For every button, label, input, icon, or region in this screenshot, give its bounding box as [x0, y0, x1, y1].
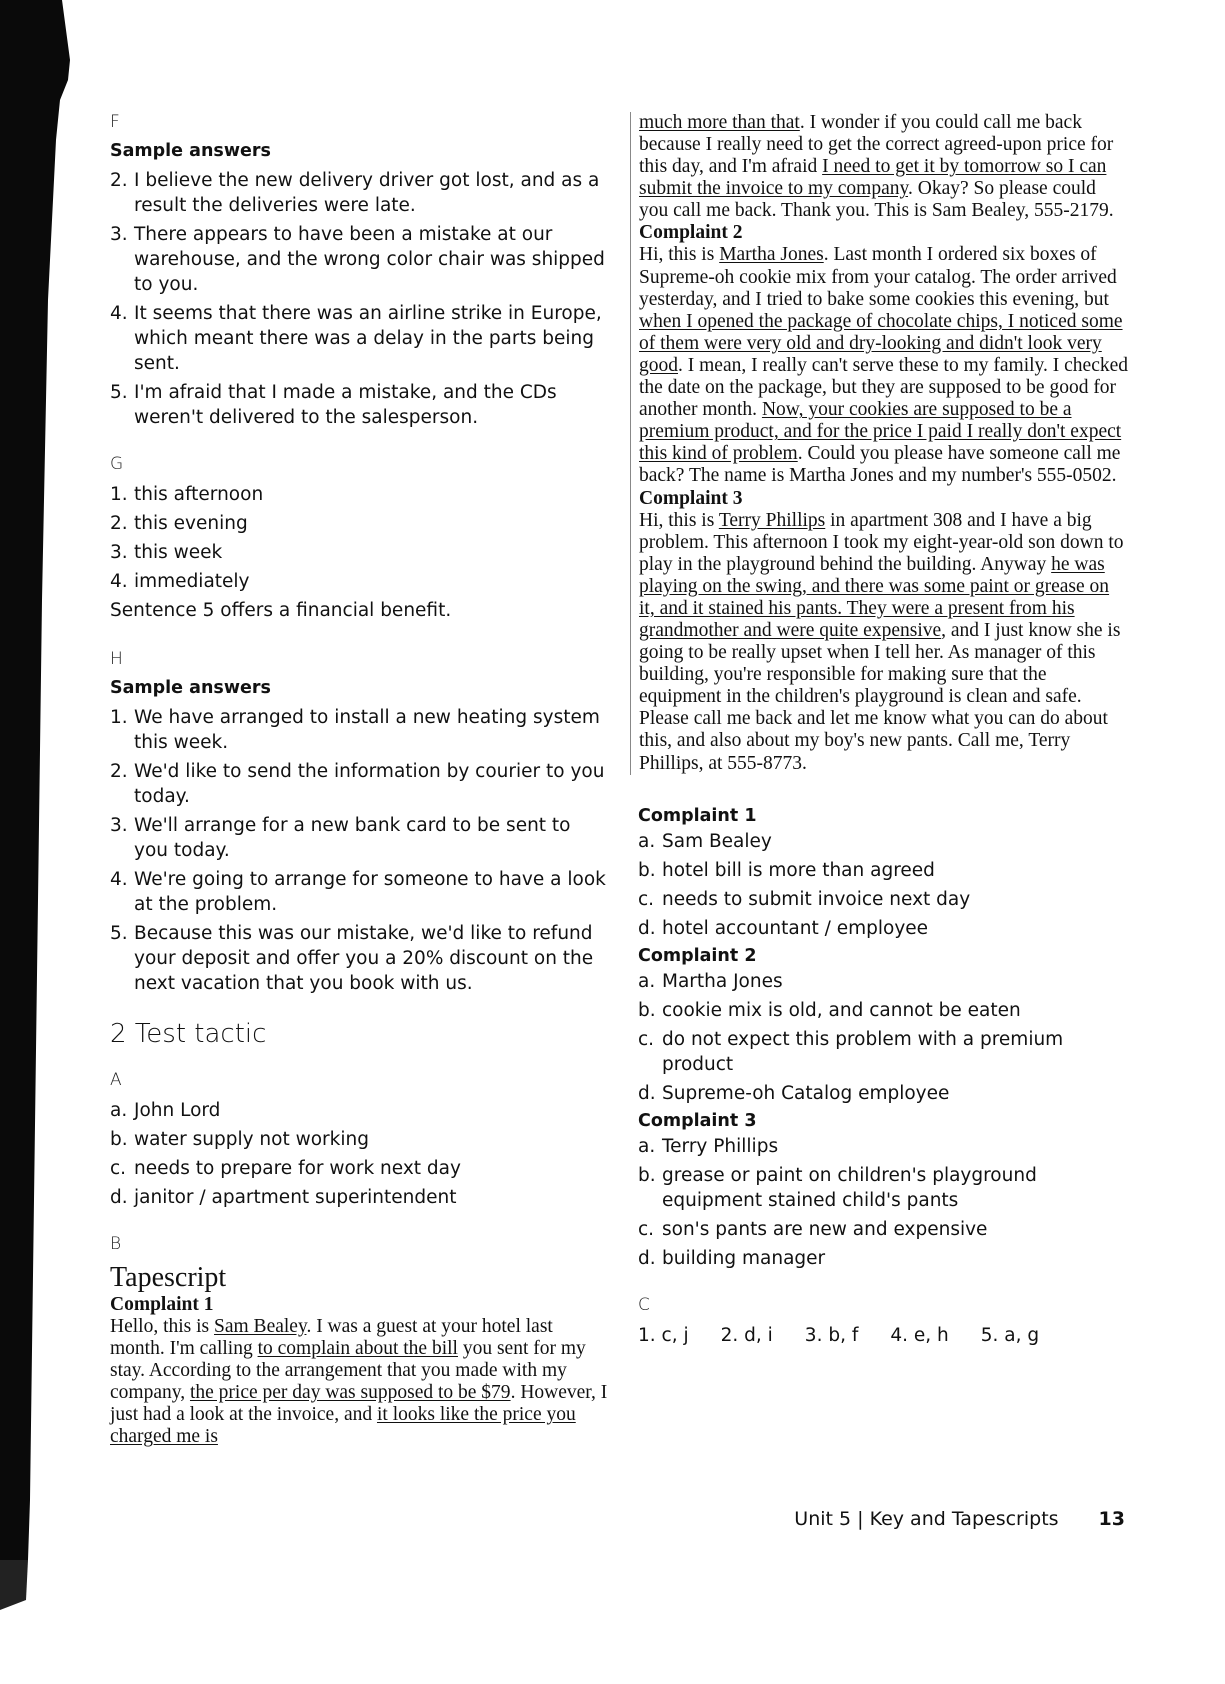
item-text: immediately — [134, 571, 250, 592]
matching-answer: 1. c, j — [638, 1324, 689, 1346]
item-text: Martha Jones — [662, 970, 783, 992]
item-number: c. — [638, 888, 655, 910]
list-item — [638, 858, 1128, 883]
answer-list — [638, 1134, 1128, 1271]
item-text: hotel accountant / employee — [662, 917, 929, 939]
item-text: Terry Phillips — [662, 1135, 779, 1157]
text-run: Hi, this is — [639, 509, 719, 531]
section-a — [110, 1070, 610, 1210]
tapescript-paragraph — [639, 112, 1128, 222]
matching-answer: 3. b, f — [804, 1324, 859, 1346]
item-number: 4. — [110, 571, 128, 592]
answer-list — [110, 705, 610, 996]
item-number: a. — [110, 1100, 128, 1121]
item-number: 3. — [110, 224, 128, 245]
item-number: 1. — [110, 707, 128, 728]
section-heading: Sample answers — [110, 678, 271, 698]
item-text: building manager — [662, 1247, 826, 1269]
section-b — [110, 1234, 610, 1449]
list-item — [110, 705, 610, 755]
underlined-key-phrase: Now, your cookies are supposed to be a premium product, and for the price I paid I really don't expect this kind of problem — [639, 399, 1122, 465]
list-item — [638, 916, 1128, 941]
answer-list — [638, 829, 1128, 941]
answer-list — [638, 969, 1128, 1106]
text-run: . I was a guest at your hotel last month. I'm calling — [110, 1316, 553, 1360]
complaint-heading: Complaint 2 — [639, 222, 743, 244]
tapescript-paragraph — [639, 510, 1128, 775]
tapescript-paragraph — [110, 1316, 610, 1449]
item-text: John Lord — [134, 1100, 221, 1121]
item-text: There appears to have been a mistake at our warehouse, and the wrong color chair was shipped to you. — [134, 224, 605, 295]
complaint-answers — [638, 805, 1128, 1271]
item-text: janitor / apartment superintendent — [134, 1187, 457, 1208]
underlined-key-phrase: when I opened the package of chocolate chips, I noticed some of them were very old and dry-looking and didn't look very good — [639, 310, 1123, 376]
section-letter: C — [638, 1294, 650, 1315]
underlined-key-phrase: it looks like the price you charged me is — [110, 1404, 576, 1448]
section-letter: F — [110, 112, 120, 132]
section-heading: Complaint 1 — [638, 805, 757, 826]
list-item — [638, 829, 1128, 854]
underlined-key-phrase: Martha Jones — [719, 244, 824, 266]
item-number: 2. — [110, 170, 128, 191]
item-number: d. — [638, 917, 656, 939]
item-text: water supply not working — [134, 1129, 369, 1150]
item-text: It seems that there was an airline strike in Europe, which meant there was a delay in the parts being sent. — [134, 303, 602, 374]
text-run: . Okay? So please could you call me back. Thank you. This is Sam Bealey, 555-2179. — [639, 178, 1114, 222]
list-item — [110, 380, 610, 430]
answer-list — [110, 1098, 610, 1210]
list-item — [110, 569, 610, 594]
underlined-key-phrase: Sam Bealey — [214, 1316, 307, 1337]
section-heading: Complaint 3 — [638, 1110, 757, 1131]
item-text: I'm afraid that I made a mistake, and the CDs weren't delivered to the salesperson. — [134, 382, 557, 428]
item-number: d. — [638, 1247, 656, 1269]
item-number: 3. — [110, 542, 128, 563]
scan-binding-shadow — [0, 0, 70, 1684]
list-item — [110, 1098, 610, 1123]
underlined-key-phrase: the price per day was supposed to be $79 — [189, 1382, 511, 1404]
item-text: cookie mix is old, and cannot be eaten — [662, 999, 1021, 1021]
item-number: b. — [638, 1164, 656, 1186]
text-run: . Could you please have someone call me back? The name is Martha Jones and my number's 555-0502. — [639, 443, 1121, 487]
right-column — [638, 112, 1128, 1348]
text-run: you sent for my stay. According to the arrangement that you made with my company, — [110, 1338, 586, 1404]
item-number: a. — [638, 970, 656, 992]
list-item — [110, 301, 610, 376]
footer-label: Unit 5 | Key and Tapescripts — [794, 1508, 1059, 1530]
complaint-heading: Complaint 3 — [639, 487, 743, 509]
list-item — [638, 1134, 1128, 1159]
page-footer — [794, 1508, 1125, 1530]
item-text: hotel bill is more than agreed — [662, 859, 935, 881]
item-number: 2. — [110, 761, 128, 782]
item-number: c. — [110, 1158, 127, 1179]
section-letter: G — [110, 454, 124, 474]
text-run: , and I just know she is going to be really upset when I tell her. As manager of this building, you're responsible for making sure that the equipment in the children's playground is clean and safe. Please call me back and let me know what you can do about this, and also about my boy's new pants. Call me, Terry Phillips, at 555-8773. — [639, 619, 1121, 774]
list-item — [110, 759, 610, 809]
section-letter: B — [110, 1234, 122, 1254]
list-item — [110, 867, 610, 917]
item-text: this afternoon — [134, 484, 264, 505]
item-number: b. — [110, 1129, 128, 1150]
item-text: Because this was our mistake, we'd like to refund your deposit and offer you a 20% discount on the next vacation that you book with us. — [134, 923, 594, 994]
item-text: I believe the new delivery driver got lost, and as a result the deliveries were late. — [134, 170, 600, 216]
list-item — [110, 222, 610, 297]
underlined-key-phrase: Terry Phillips — [718, 509, 826, 531]
item-text: We have arranged to install a new heating system this week. — [134, 707, 600, 753]
item-number: 4. — [110, 303, 128, 324]
section-h — [110, 649, 610, 996]
left-column — [110, 112, 610, 1449]
list-item — [110, 168, 610, 218]
item-number: a. — [638, 830, 656, 852]
answer-list — [110, 168, 610, 430]
list-item — [638, 1163, 1128, 1213]
text-run: . I mean, I really can't serve these to my family. I checked the date on the package, but they are supposed to be good for another month. — [639, 354, 1129, 421]
matching-answer: 4. e, h — [890, 1324, 949, 1346]
item-number: b. — [638, 859, 656, 881]
text-run: . I wonder if you could call me back because I really need to get the correct agreed-upon price for this day, and I'm afraid — [639, 112, 1114, 178]
item-text: We're going to arrange for someone to have a look at the problem. — [134, 869, 606, 915]
tapescript-paragraph — [639, 244, 1128, 487]
underlined-key-phrase: much more than that — [639, 112, 800, 133]
section-f — [110, 112, 610, 430]
page-number: 13 — [1098, 1508, 1125, 1530]
section-letter: A — [110, 1070, 122, 1090]
underlined-key-phrase: he was playing on the swing, and there was some paint or grease on it, and it stained his pants. They were a present from his grandmother and were quite expensive — [639, 553, 1110, 641]
matching-answers-row — [638, 1323, 1128, 1348]
list-item — [638, 887, 1128, 912]
item-text: grease or paint on children's playground equipment stained child's pants — [662, 1164, 1037, 1211]
section-c — [638, 1295, 1128, 1348]
item-text: this evening — [134, 513, 248, 534]
section-letter: H — [110, 649, 123, 669]
list-item — [110, 511, 610, 536]
item-text: We'd like to send the information by courier to you today. — [134, 761, 605, 807]
underlined-key-phrase: to complain about the bill — [257, 1338, 458, 1360]
item-number: d. — [110, 1187, 128, 1208]
item-number: 3. — [110, 815, 128, 836]
section-note: Sentence 5 offers a financial benefit. — [110, 600, 452, 621]
list-item — [638, 998, 1128, 1023]
list-item — [110, 540, 610, 565]
item-number: 5. — [110, 923, 128, 944]
item-text: We'll arrange for a new bank card to be sent to you today. — [134, 815, 571, 861]
list-item — [638, 1246, 1128, 1271]
list-item — [638, 1081, 1128, 1106]
list-item — [110, 813, 610, 863]
text-run: Hello, this is — [110, 1316, 215, 1337]
item-number: 5. — [110, 382, 128, 403]
item-number: 2. — [110, 513, 128, 534]
tapescript-title: Tapescript — [110, 1262, 227, 1293]
answer-list — [110, 482, 610, 594]
section-heading: Complaint 2 — [638, 945, 757, 966]
list-item — [110, 1156, 610, 1181]
item-text: do not expect this problem with a premium product — [662, 1028, 1064, 1075]
test-tactic-title: 2 Test tactic — [110, 1019, 267, 1049]
list-item — [110, 921, 610, 996]
list-item — [638, 969, 1128, 994]
section-heading: Sample answers — [110, 141, 271, 161]
item-text: Sam Bealey — [662, 830, 772, 852]
item-number: d. — [638, 1082, 656, 1104]
list-item — [638, 1217, 1128, 1242]
item-text: Supreme-oh Catalog employee — [662, 1082, 950, 1104]
list-item — [110, 1185, 610, 1210]
text-run: . Last month I ordered six boxes of Supreme-oh cookie mix from your catalog. The order arrived yesterday, and I tried to bake some cookies this evening, but — [639, 244, 1117, 310]
underlined-key-phrase: I need to get it by tomorrow so I can submit the invoice to my company — [639, 156, 1107, 200]
matching-answer: 2. d, i — [720, 1324, 773, 1346]
item-text: son's pants are new and expensive — [662, 1218, 988, 1240]
item-number: 4. — [110, 869, 128, 890]
tapescript-continued — [630, 112, 1128, 775]
item-number: a. — [638, 1135, 656, 1157]
item-number: c. — [638, 1028, 655, 1050]
section-g — [110, 454, 610, 623]
list-item — [638, 1027, 1128, 1077]
item-text: this week — [134, 542, 223, 563]
text-run: . However, I just had a look at the invoice, and — [110, 1382, 608, 1426]
item-text: needs to prepare for work next day — [134, 1158, 461, 1179]
item-number: c. — [638, 1218, 655, 1240]
complaint-heading: Complaint 1 — [110, 1294, 214, 1315]
text-run: Hi, this is — [639, 244, 720, 266]
item-text: needs to submit invoice next day — [662, 888, 971, 910]
matching-answer: 5. a, g — [980, 1324, 1040, 1346]
list-item — [110, 482, 610, 507]
list-item — [110, 1127, 610, 1152]
item-number: b. — [638, 999, 656, 1021]
text-run: in apartment 308 and I have a big problem. This afternoon I took my eight-year-old son down to play in the playground behind the building. Anyway — [639, 509, 1124, 575]
item-number: 1. — [110, 484, 128, 505]
